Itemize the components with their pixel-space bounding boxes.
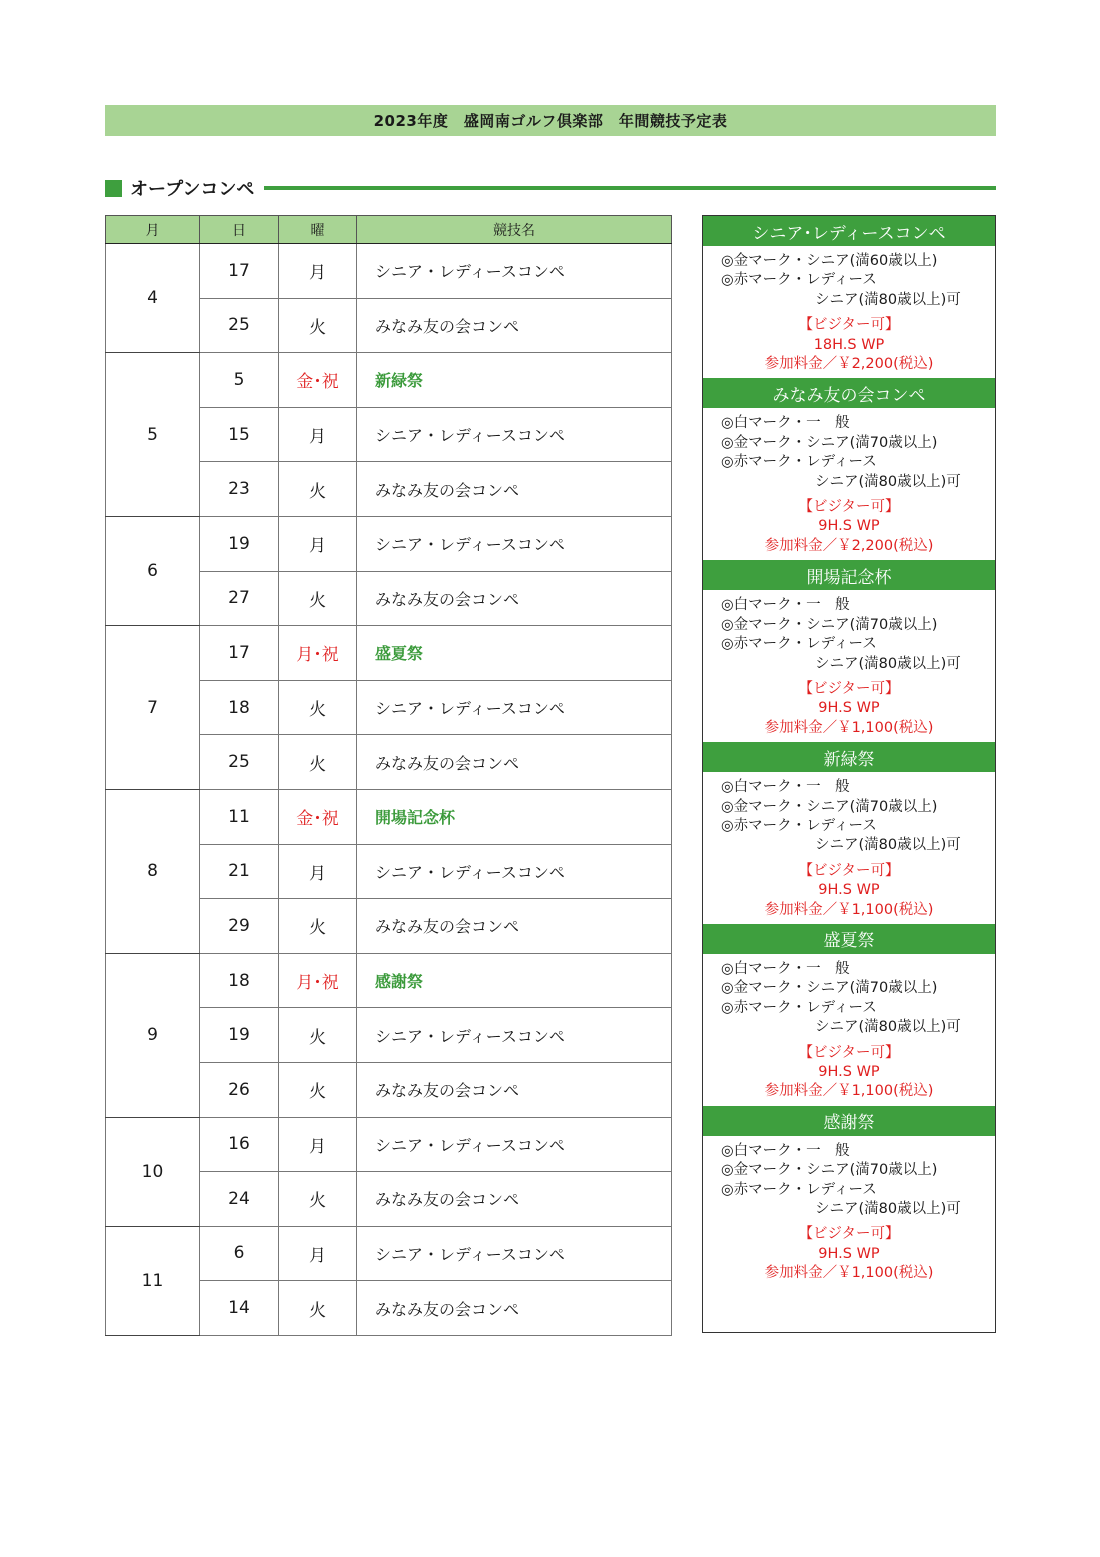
eligibility-line: ◎赤マーク・レディース <box>721 999 877 1016</box>
eligibility-line: ◎赤マーク・レディース <box>721 454 877 471</box>
format-note: 9H.S WP <box>818 1245 880 1262</box>
event-card <box>703 216 995 378</box>
eligibility-note: シニア(満80歳以上)可 <box>815 1019 961 1036</box>
visitor-note: 【ビジター可】 <box>798 317 900 334</box>
event-name-cell: シニア・レディースコンペ <box>357 1008 672 1063</box>
schedule-table <box>105 215 672 1336</box>
fee-note: 参加料金／￥1,100(税込) <box>764 1083 934 1100</box>
fee-note: 参加料金／￥2,200(税込) <box>764 356 934 373</box>
visitor-note: 【ビジター可】 <box>798 499 900 516</box>
month-cell: 8 <box>106 789 200 953</box>
event-name-cell: みなみ友の会コンペ <box>357 1062 672 1117</box>
visitor-note: 【ビジター可】 <box>798 680 900 697</box>
eligibility-line: ◎金マーク・シニア(満70歳以上) <box>721 616 938 633</box>
card-title: みなみ友の会コンペ <box>703 378 995 408</box>
format-note: 9H.S WP <box>818 882 880 899</box>
event-card <box>703 378 995 560</box>
visitor-note: 【ビジター可】 <box>798 1044 900 1061</box>
visitor-note: 【ビジター可】 <box>798 1226 900 1243</box>
format-note: 18H.S WP <box>813 336 885 353</box>
event-name-cell: 感謝祭 <box>357 953 672 1008</box>
eligibility-line: ◎白マーク・一 般 <box>721 960 850 977</box>
weekday-cell: 火 <box>279 1172 357 1227</box>
day-cell: 16 <box>200 1117 279 1172</box>
schedule-body <box>106 244 672 1336</box>
eligibility-line: ◎白マーク・一 般 <box>721 415 850 432</box>
weekday-cell: 火 <box>279 735 357 790</box>
weekday-cell: 火 <box>279 571 357 626</box>
day-cell: 26 <box>200 1062 279 1117</box>
weekday-cell: 金･祝 <box>279 789 357 844</box>
format-note: 9H.S WP <box>818 1064 880 1080</box>
event-info-panel <box>702 215 996 1333</box>
day-cell: 25 <box>200 735 279 790</box>
card-body <box>703 954 995 1106</box>
day-cell: 21 <box>200 844 279 899</box>
day-cell: 5 <box>200 353 279 408</box>
day-cell: 24 <box>200 1172 279 1227</box>
weekday-cell: 月･祝 <box>279 953 357 1008</box>
weekday-cell: 月 <box>279 407 357 462</box>
eligibility-line: ◎赤マーク・レディース <box>721 272 877 289</box>
table-row <box>106 244 672 299</box>
event-card <box>703 924 995 1106</box>
eligibility-note: シニア(満80歳以上)可 <box>815 655 961 672</box>
header-event-name: 競技名 <box>357 216 672 244</box>
card-title: 新緑祭 <box>703 742 995 772</box>
weekday-cell: 月 <box>279 1117 357 1172</box>
eligibility-line: ◎金マーク・シニア(満70歳以上) <box>721 1162 938 1179</box>
event-name-cell: みなみ友の会コンペ <box>357 1172 672 1227</box>
event-name-cell: 盛夏祭 <box>357 626 672 681</box>
weekday-cell: 火 <box>279 298 357 353</box>
eligibility-line: ◎赤マーク・レディース <box>721 1181 877 1198</box>
eligibility-line: ◎白マーク・一 般 <box>721 1142 850 1159</box>
event-card <box>703 560 995 742</box>
day-cell: 23 <box>200 462 279 517</box>
header-day: 日 <box>200 216 279 244</box>
fee-note: 参加料金／￥2,200(税込) <box>764 537 934 554</box>
day-cell: 29 <box>200 899 279 954</box>
table-row <box>106 953 672 1008</box>
header-month: 月 <box>106 216 200 244</box>
month-cell: 4 <box>106 244 200 353</box>
page-title: 2023年度 盛岡南ゴルフ倶楽部 年間競技予定表 <box>105 105 996 136</box>
section-header <box>105 176 996 200</box>
eligibility-line: ◎金マーク・シニア(満70歳以上) <box>721 980 938 997</box>
month-cell: 10 <box>106 1117 200 1226</box>
event-name-cell: シニア・レディースコンペ <box>357 844 672 899</box>
month-cell: 9 <box>106 953 200 1117</box>
weekday-cell: 月 <box>279 516 357 571</box>
event-name-cell: みなみ友の会コンペ <box>357 735 672 790</box>
eligibility-line: ◎白マーク・一 般 <box>721 597 850 614</box>
day-cell: 14 <box>200 1281 279 1336</box>
month-cell: 7 <box>106 626 200 790</box>
table-row <box>106 1117 672 1172</box>
day-cell: 18 <box>200 953 279 1008</box>
event-name-cell: 開場記念杯 <box>357 789 672 844</box>
weekday-cell: 火 <box>279 680 357 735</box>
weekday-cell: 火 <box>279 1062 357 1117</box>
weekday-cell: 月･祝 <box>279 626 357 681</box>
eligibility-line: ◎赤マーク・レディース <box>721 636 877 653</box>
weekday-cell: 月 <box>279 244 357 299</box>
day-cell: 25 <box>200 298 279 353</box>
eligibility-note: シニア(満80歳以上)可 <box>815 291 961 308</box>
eligibility-note: シニア(満80歳以上)可 <box>815 473 961 490</box>
weekday-cell: 火 <box>279 462 357 517</box>
format-note: 9H.S WP <box>818 700 880 717</box>
weekday-cell: 火 <box>279 1008 357 1063</box>
weekday-cell: 月 <box>279 844 357 899</box>
visitor-note: 【ビジター可】 <box>798 862 900 879</box>
event-name-cell: シニア・レディースコンペ <box>357 244 672 299</box>
weekday-cell: 火 <box>279 899 357 954</box>
eligibility-line: ◎金マーク・シニア(満60歳以上) <box>721 253 938 269</box>
fee-note: 参加料金／￥1,100(税込) <box>764 901 934 918</box>
eligibility-note: シニア(満80歳以上)可 <box>815 1201 961 1218</box>
day-cell: 17 <box>200 626 279 681</box>
day-cell: 15 <box>200 407 279 462</box>
fee-note: 参加料金／￥1,100(税込) <box>764 1265 934 1282</box>
card-body <box>703 246 995 378</box>
card-body <box>703 590 995 742</box>
format-note: 9H.S WP <box>818 518 880 535</box>
card-title: 開場記念杯 <box>703 560 995 590</box>
day-cell: 11 <box>200 789 279 844</box>
section-square-icon <box>105 180 122 197</box>
table-row <box>106 789 672 844</box>
section-title: オープンコンペ <box>130 179 255 200</box>
event-name-cell: シニア・レディースコンペ <box>357 680 672 735</box>
event-name-cell: 新緑祭 <box>357 353 672 408</box>
card-title: 盛夏祭 <box>703 924 995 954</box>
day-cell: 18 <box>200 680 279 735</box>
day-cell: 27 <box>200 571 279 626</box>
event-name-cell: シニア・レディースコンペ <box>357 407 672 462</box>
day-cell: 19 <box>200 516 279 571</box>
event-card <box>703 1106 995 1288</box>
table-row <box>106 626 672 681</box>
event-card <box>703 742 995 924</box>
card-title: 感謝祭 <box>703 1106 995 1136</box>
section-divider <box>264 186 996 190</box>
month-cell: 5 <box>106 353 200 517</box>
day-cell: 17 <box>200 244 279 299</box>
day-cell: 19 <box>200 1008 279 1063</box>
fee-note: 参加料金／￥1,100(税込) <box>764 719 934 736</box>
event-name-cell: みなみ友の会コンペ <box>357 899 672 954</box>
eligibility-line: ◎金マーク・シニア(満70歳以上) <box>721 798 938 815</box>
event-name-cell: シニア・レディースコンペ <box>357 1226 672 1281</box>
eligibility-line: ◎金マーク・シニア(満70歳以上) <box>721 434 938 451</box>
event-name-cell: みなみ友の会コンペ <box>357 462 672 517</box>
month-cell: 6 <box>106 516 200 625</box>
table-header-row <box>106 216 672 244</box>
event-name-cell: みなみ友の会コンペ <box>357 298 672 353</box>
eligibility-line: ◎白マーク・一 般 <box>721 779 850 796</box>
event-name-cell: みなみ友の会コンペ <box>357 571 672 626</box>
event-name-cell: シニア・レディースコンペ <box>357 1117 672 1172</box>
card-title: シニア･レディースコンペ <box>703 216 995 246</box>
table-row <box>106 1226 672 1281</box>
card-body <box>703 408 995 560</box>
day-cell: 6 <box>200 1226 279 1281</box>
eligibility-line: ◎赤マーク・レディース <box>721 817 877 834</box>
table-row <box>106 353 672 408</box>
header-weekday: 曜 <box>279 216 357 244</box>
card-body <box>703 772 995 924</box>
weekday-cell: 火 <box>279 1281 357 1336</box>
weekday-cell: 金･祝 <box>279 353 357 408</box>
weekday-cell: 月 <box>279 1226 357 1281</box>
month-cell: 11 <box>106 1226 200 1335</box>
card-body <box>703 1136 995 1288</box>
event-name-cell: みなみ友の会コンペ <box>357 1281 672 1336</box>
table-row <box>106 516 672 571</box>
eligibility-note: シニア(満80歳以上)可 <box>815 837 961 854</box>
event-name-cell: シニア・レディースコンペ <box>357 516 672 571</box>
